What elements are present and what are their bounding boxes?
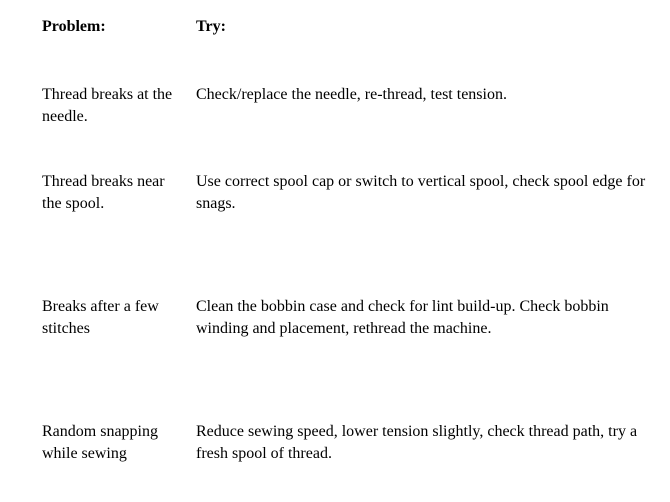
column-header-problem: Problem: [42,18,106,35]
problem-cell: Breaks after a few stitches [42,298,159,337]
try-cell: Reduce sewing speed, lower tension slightly, check thread path, try a fresh spool of thread. [196,423,638,462]
column-header-try: Try: [196,18,226,35]
try-cell: Check/replace the needle, re-thread, test tension. [196,86,507,103]
problem-cell: Thread breaks at the needle. [42,86,173,125]
try-cell: Clean the bobbin case and check for lint build-up. Check bobbin winding and placement, rethread the machine. [196,298,609,337]
problem-cell: Random snapping while sewing [42,423,158,462]
try-cell: Use correct spool cap or switch to vertical spool, check spool edge for snags. [196,173,646,212]
problem-cell: Thread breaks near the spool. [42,173,165,212]
